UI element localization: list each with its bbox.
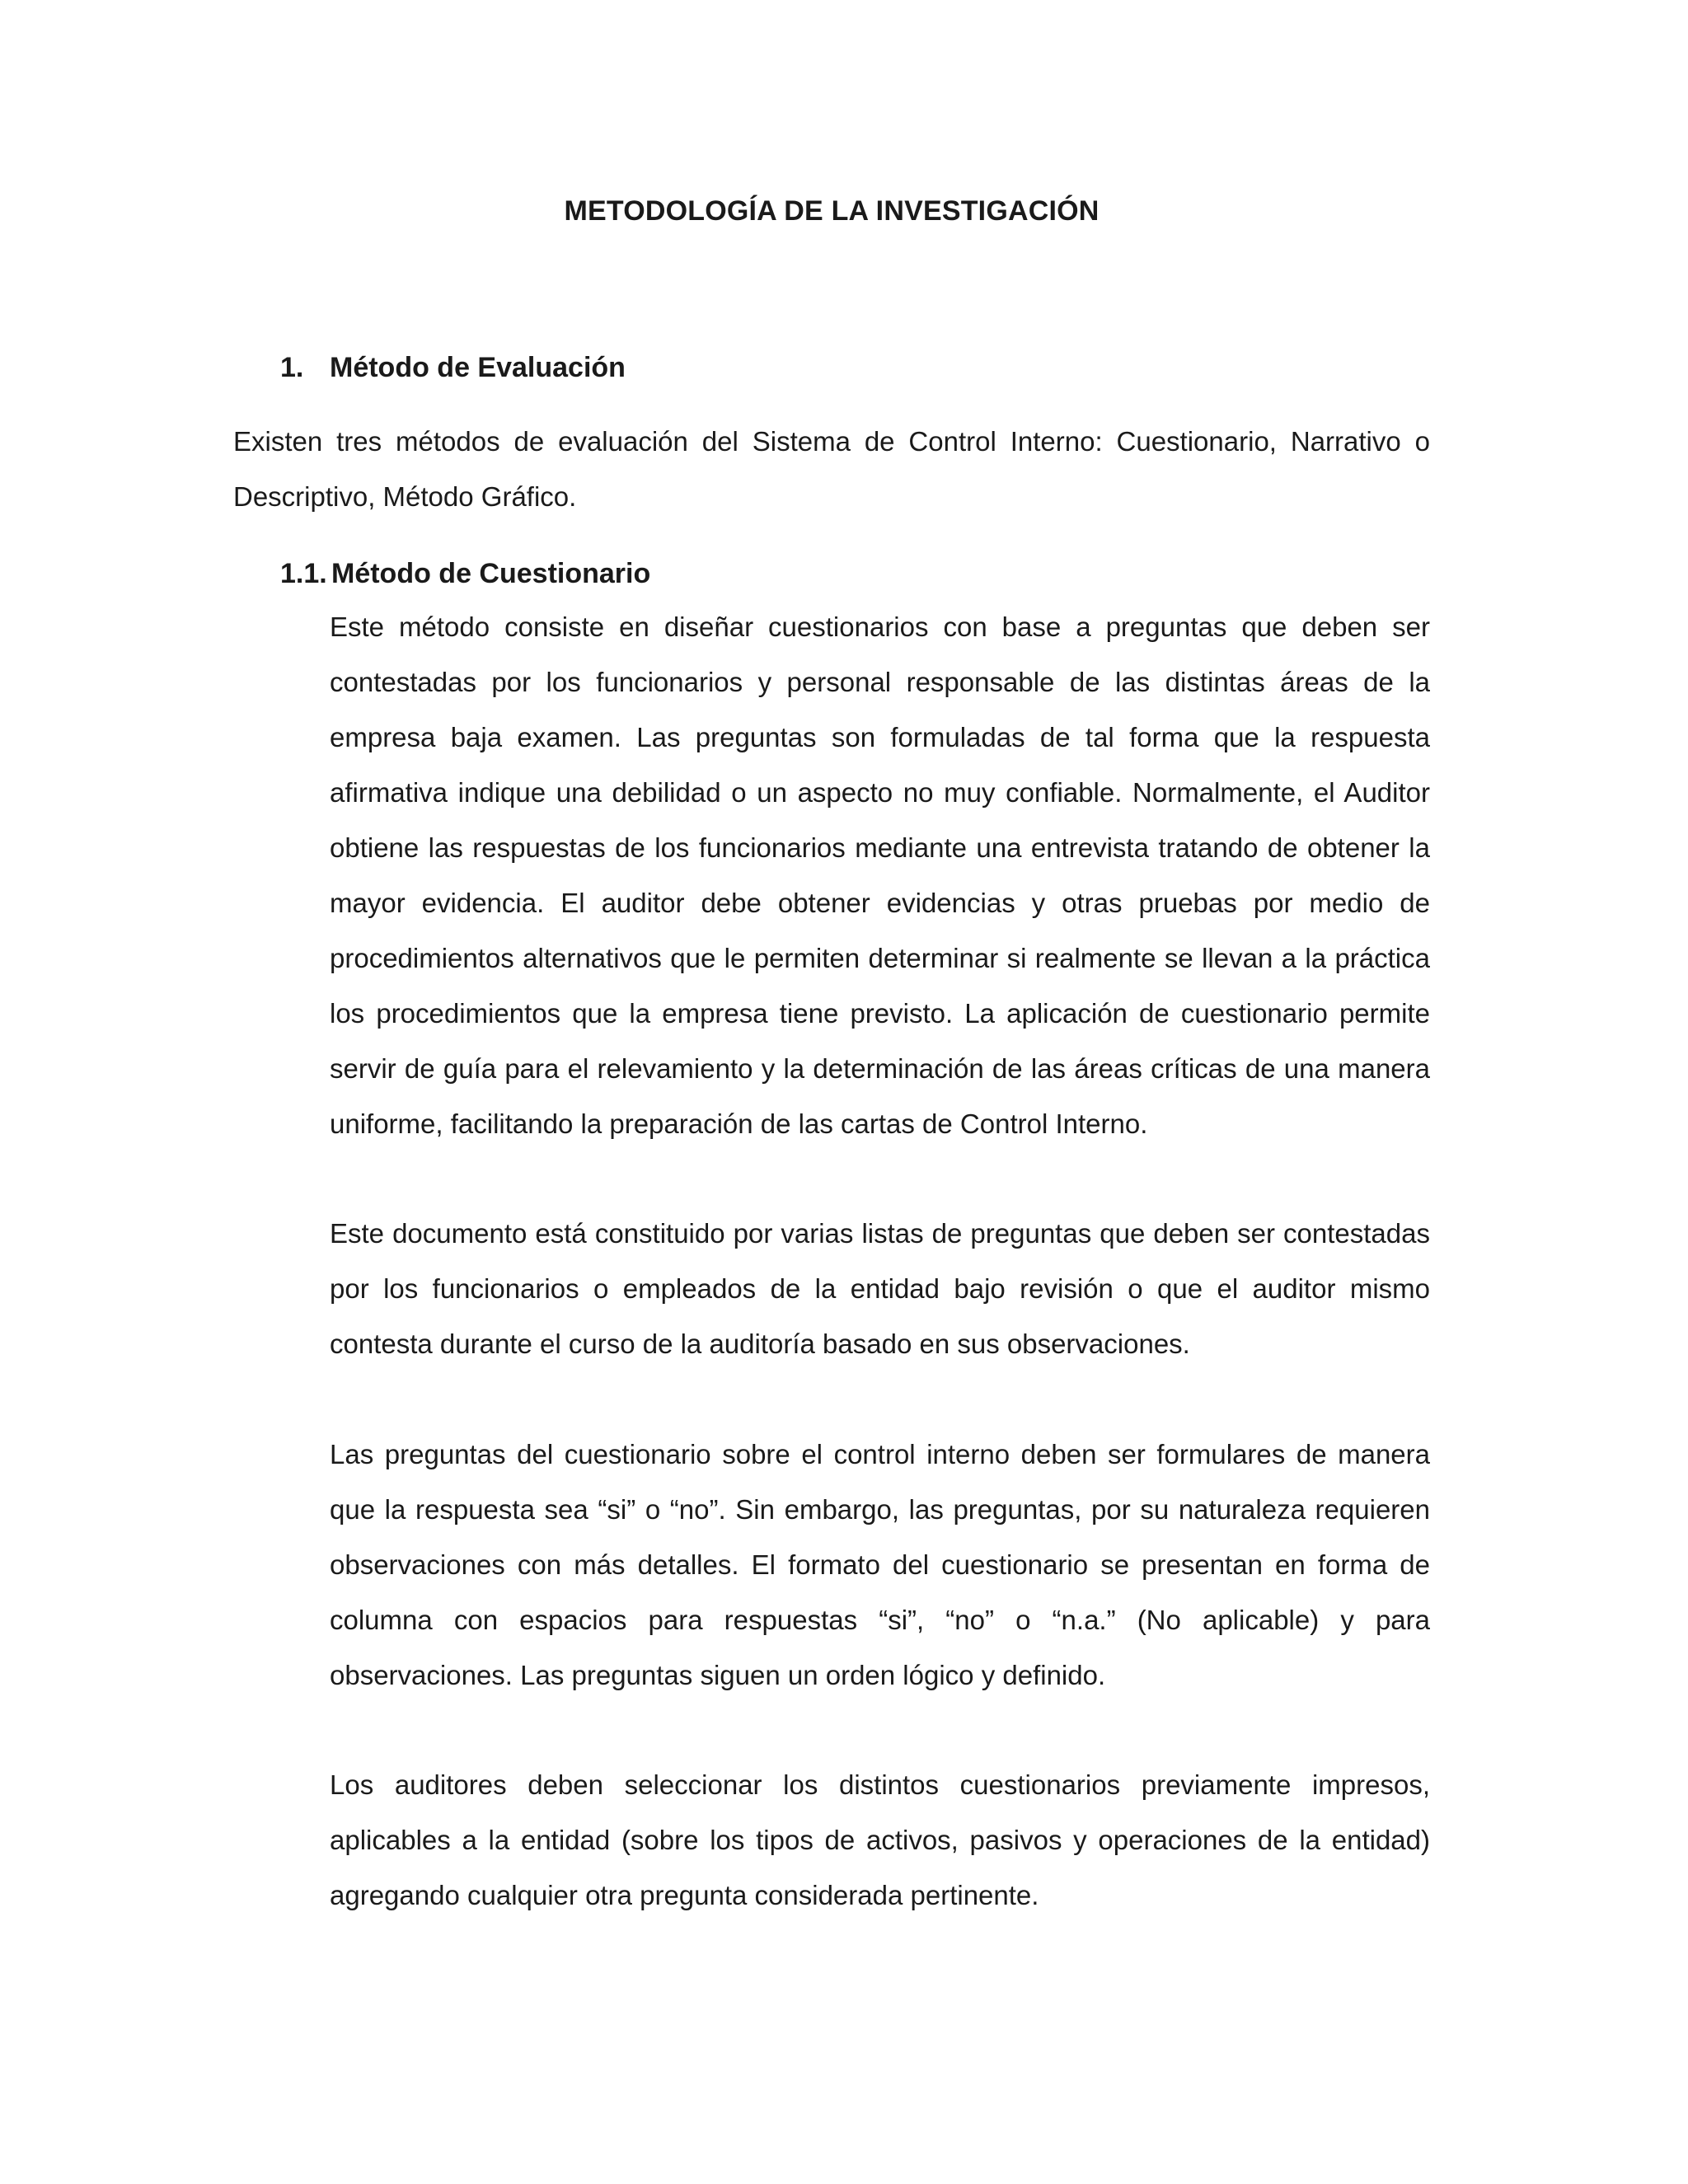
section-1-1-number: 1.1. (280, 558, 327, 589)
section-1-heading (280, 348, 626, 387)
section-1-1-title: Método de Cuestionario (331, 558, 651, 589)
paragraph-document-composition: Este documento está constituido por varias listas de preguntas que deben ser contestadas por los funcionarios o empleados de la entidad bajo revisión o que el auditor mismo contesta durante el curso de la auditoría basado en sus observaciones. (330, 1218, 1430, 1359)
section-1-1-heading (280, 554, 650, 593)
paragraph-question-format: Las preguntas del cuestionario sobre el control interno deben ser formulares de manera que la respuesta sea “si” o “no”. Sin embargo, las preguntas, por su naturaleza requieren observaciones con más detalles. El formato del cuestionario se presentan en forma de columna con espacios para respuestas “si”, “no” o “n.a.” (No aplicable) y para observaciones. Las preguntas siguen un orden lógico y definido. (330, 1439, 1430, 1690)
section-1-intro-paragraph: Existen tres métodos de evaluación del Sistema de Control Interno: Cuestionario, Narrativo o Descriptivo, Método Gráfico. (233, 426, 1430, 512)
paragraph-auditor-selection: Los auditores deben seleccionar los distintos cuestionarios previamente impresos, aplicables a la entidad (sobre los tipos de activos, pasivos y operaciones de la entidad) agregando cualquier otra pregunta considerada pertinente. (330, 1769, 1430, 1910)
paragraph-method-description: Este método consiste en diseñar cuestionarios con base a preguntas que deben ser contestadas por los funcionarios y personal responsable de las distintas áreas de la empresa baja examen. Las preguntas son formuladas de tal forma que la respuesta afirmativa indique una debilidad o un aspecto no muy confiable. Normalmente, el Auditor obtiene las respuestas de los funcionarios mediante una entrevista tratando de obtener la mayor evidencia. El auditor debe obtener evidencias y otras pruebas por medio de procedimientos alternativos que le permiten determinar si realmente se llevan a la práctica los procedimientos que la empresa tiene previsto. La aplicación de cuestionario permite servir de guía para el relevamiento y la determinación de las áreas críticas de una manera uniforme, facilitando la preparación de las cartas de Control Interno. (330, 612, 1430, 1139)
section-1-title: Método de Evaluación (330, 352, 626, 383)
document-title: METODOLOGÍA DE LA INVESTIGACIÓN (564, 195, 1100, 227)
section-1-number: 1. (280, 352, 304, 383)
